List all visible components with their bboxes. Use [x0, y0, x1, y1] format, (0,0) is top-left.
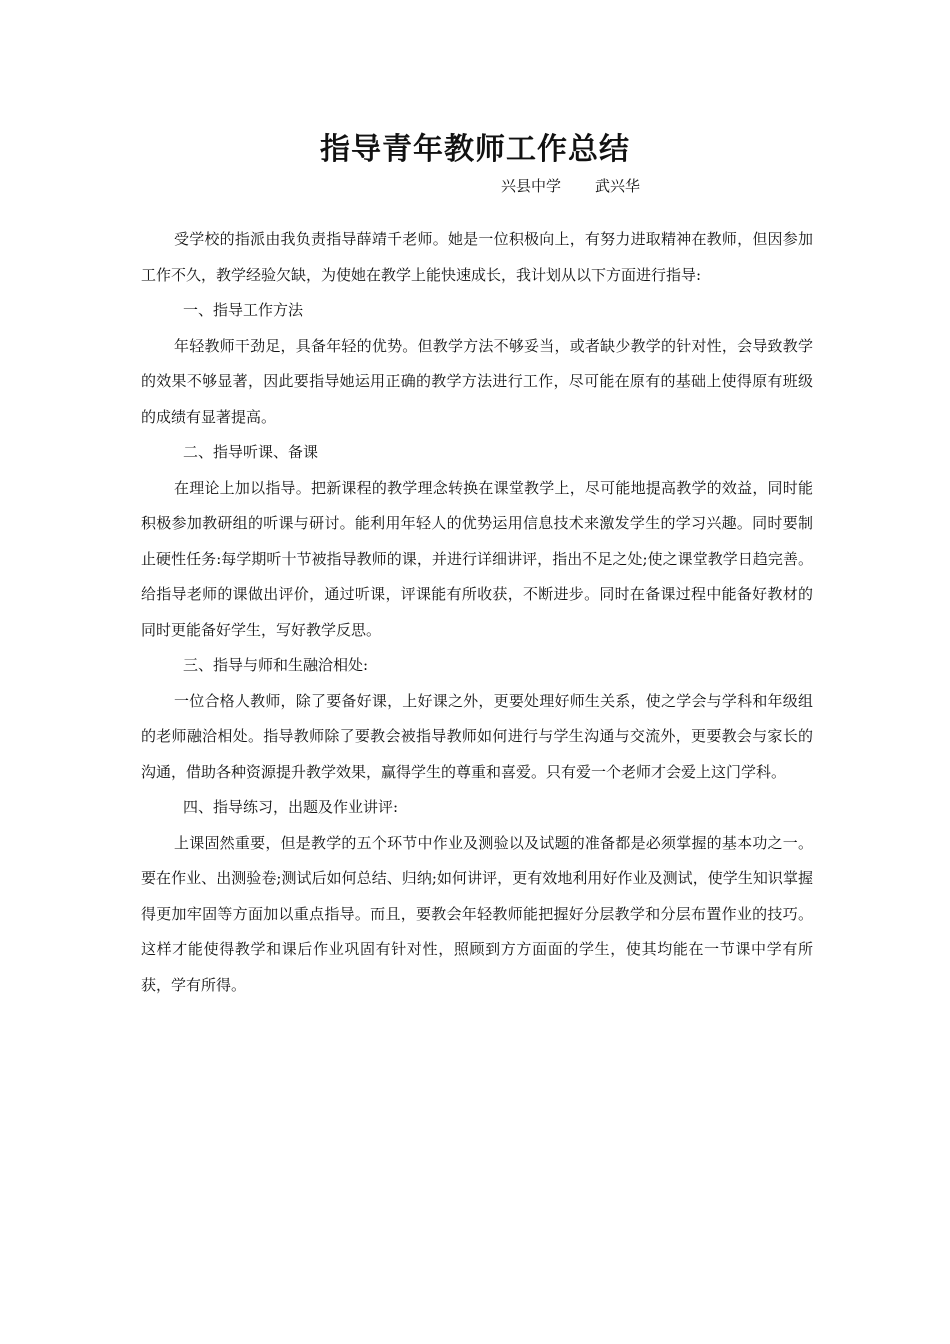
section-heading-2: 二、指导听课、备课 — [183, 443, 319, 461]
section-body-2: 在理论上加以指导。把新课程的教学理念转换在课堂教学上，尽可能地提高教学的效益，同时能积极参加教研组的听课与研讨。能利用年轻人的优势运用信息技术来激发学生的学习兴趣。同时要制止硬性任务:每学期听十节被指导教师的课，并进行详细讲评，指出不足之处;使之课堂教学日趋完善。给指导老师的课做出评价，通过听课，评课能有所收获，不断进步。同时在备课过程中能备好教材的同时更能备好学生，写好教学反思。 — [141, 478, 813, 639]
intro-paragraph: 受学校的指派由我负责指导薛靖千老师。她是一位积极向上，有努力进取精神在教师，但因参加工作不久，教学经验欠缺，为使她在教学上能快速成长，我计划从以下方面进行指导: — [141, 230, 813, 284]
author-name: 武兴华 — [595, 177, 641, 195]
document-body — [141, 222, 813, 1003]
section-heading-4: 四、指导练习，出题及作业讲评: — [183, 798, 399, 816]
section-body-4: 上课固然重要，但是教学的五个环节中作业及测验以及试题的准备都是必须掌握的基本功之一。要在作业、出测验卷;测试后如何总结、归纳;如何讲评，更有效地利用好作业及测试，使学生知识掌握得更加牢固等方面加以重点指导。而且，要教会年轻教师能把握好分层教学和分层布置作业的技巧。这样才能使得教学和课后作业巩固有针对性，照顾到方方面面的学生，使其均能在一节课中学有所获，学有所得。 — [141, 833, 813, 994]
document-title: 指导青年教师工作总结 — [320, 132, 630, 167]
section-body-1: 年轻教师干劲足，具备年轻的优势。但教学方法不够妥当，或者缺少教学的针对性，会导致教学的效果不够显著，因此要指导她运用正确的教学方法进行工作，尽可能在原有的基础上使得原有班级的成绩有显著提高。 — [141, 336, 813, 426]
section-heading-3: 三、指导与师和生融洽相处: — [183, 656, 369, 674]
section-body-3: 一位合格人教师，除了要备好课，上好课之外，更要处理好师生关系，使之学会与学科和年级组的老师融洽相处。指导教师除了要教会被指导教师如何进行与学生沟通与交流外，更要教会与家长的沟通，借助各种资源提升教学效果，赢得学生的尊重和喜爱。只有爱一个老师才会爱上这门学科。 — [141, 691, 813, 781]
section-heading-1: 一、指导工作方法 — [183, 301, 304, 319]
school-name: 兴县中学 — [501, 177, 562, 195]
byline — [501, 174, 640, 198]
